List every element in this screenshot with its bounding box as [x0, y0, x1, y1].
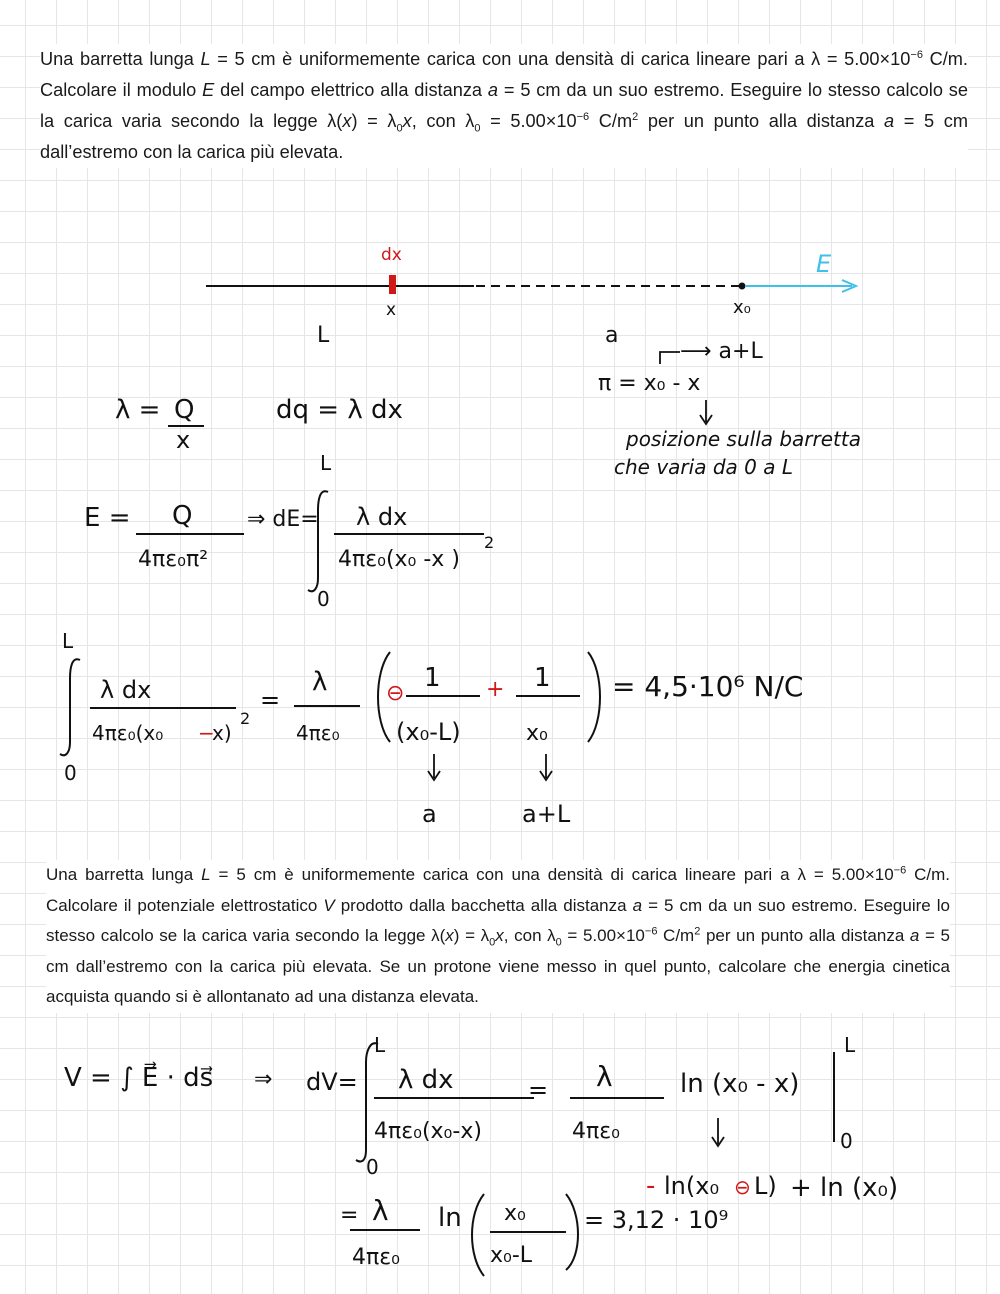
svg-text:2: 2 [240, 709, 251, 728]
note-line-2: che varia da 0 a L [614, 455, 793, 479]
E-label: E [816, 250, 832, 278]
dx-label: dx [381, 245, 402, 265]
svg-text:4πε₀: 4πε₀ [572, 1119, 620, 1144]
svg-text:dV=: dV= [306, 1068, 358, 1096]
svg-text:x₀: x₀ [504, 1201, 526, 1226]
svg-text:-: - [646, 1171, 656, 1201]
svg-text:=: = [340, 1203, 359, 1228]
field-integral [60, 629, 803, 828]
svg-text:⇒: ⇒ [254, 1067, 273, 1092]
svg-text:L: L [320, 451, 332, 475]
svg-text:1: 1 [424, 663, 441, 693]
dx-element [389, 275, 396, 294]
svg-text:L: L [374, 1033, 386, 1057]
svg-text:4πε₀: 4πε₀ [352, 1245, 400, 1270]
svg-text:Q: Q [172, 501, 193, 531]
svg-text:a+L: a+L [522, 800, 571, 828]
bar-diagram [206, 245, 856, 348]
svg-text:λ dx: λ dx [100, 676, 152, 704]
svg-text:λ dx: λ dx [356, 503, 408, 531]
svg-text:+: + [486, 677, 505, 702]
potential-result: = 3,12 · 10⁹ [584, 1206, 729, 1234]
side-notes [598, 339, 861, 479]
note-line-1: posizione sulla barretta [626, 427, 861, 451]
svg-text:V = ∫ E⃗ · ds⃗: V = ∫ E⃗ · ds⃗ [64, 1063, 214, 1093]
x0-label: x₀ [733, 297, 751, 318]
point-x0 [739, 283, 746, 290]
svg-text:⊖: ⊖ [386, 681, 405, 706]
svg-text:2: 2 [484, 533, 495, 552]
svg-text:ln (x₀ - x): ln (x₀ - x) [680, 1069, 800, 1099]
svg-text:−: − [198, 721, 215, 745]
svg-text:λ dx: λ dx [398, 1065, 454, 1095]
svg-text:λ =: λ = [115, 395, 161, 425]
svg-text:4πε₀(x₀: 4πε₀(x₀ [92, 721, 164, 745]
svg-text:E =: E = [84, 503, 131, 533]
svg-text:4πε₀: 4πε₀ [296, 721, 340, 745]
dq-equation: dq = λ dx [276, 395, 403, 425]
svg-text:0: 0 [840, 1129, 853, 1153]
svg-text:4πε₀(x₀-x): 4πε₀(x₀-x) [374, 1119, 482, 1144]
arrow-a-plus-L: ⟶ a+L [680, 339, 763, 364]
svg-text:0: 0 [64, 761, 77, 785]
svg-text:1: 1 [534, 663, 551, 693]
svg-text:(x₀-L): (x₀-L) [396, 718, 461, 746]
svg-text:ln(x₀: ln(x₀ [664, 1172, 720, 1200]
svg-text:4πε₀(x₀ -x ): 4πε₀(x₀ -x ) [338, 547, 460, 572]
field-formula [84, 451, 494, 611]
svg-text:x₀: x₀ [526, 721, 548, 746]
lambda-definition [115, 395, 403, 454]
svg-text:ln: ln [438, 1203, 462, 1233]
svg-text:λ: λ [372, 1194, 389, 1227]
svg-text:λ: λ [596, 1060, 613, 1093]
svg-text:Q: Q [174, 395, 195, 425]
svg-text:L: L [62, 629, 74, 653]
svg-text:0: 0 [366, 1155, 379, 1179]
svg-text:+ ln (x₀): + ln (x₀) [790, 1173, 899, 1203]
problem-2-text: Una barretta lunga L = 5 cm è uniformemente carica con una densità di carica lineare pari a $\lambda = 5.00\times 10^{-6}$ C/m. Calcolare il potenziale elettrostatico V prodotto dalla bacchetta alla distanza a = 5 cm da un suo estremo. Eseguire lo stesso calcolo se la carica varia secondo la legge $\lambda(x) = \lambda_0x$, con $\lambda_0 = 5.00\times 10^{-6}$ $C/m^2$ per un punto alla distanza a = 5 cm dall’estremo con la carica più elevata. Se un protone viene messo in quel punto, calcolare che energia cinetica acquista quando si è allontanato ad una distanza elevata. [46, 860, 950, 1013]
svg-text:4πε₀π²: 4πε₀π² [138, 547, 209, 572]
svg-text:x: x [176, 426, 191, 454]
svg-text:L: L [844, 1033, 856, 1057]
svg-text:=: = [260, 686, 281, 714]
L-label: L [317, 323, 330, 348]
problem-1-text: Una barretta lunga L = 5 cm è uniformemente carica con una densità di carica lineare pari a $\lambda = 5.00\times 10^{-6}$ C/m. Calcolare il modulo E del campo elettrico alla distanza a = 5 cm da un suo estremo. Eseguire lo stesso calcolo se la carica varia secondo la legge $\lambda(x) = \lambda_0x$, con $\lambda_0 = 5.00\times 10^{-6}$ $C/m^2$ per un punto alla distanza a = 5 cm dall’estremo con la carica più elevata. [40, 44, 968, 168]
x-label: x [386, 300, 397, 320]
field-result: = 4,5·10⁶ N/C [612, 670, 804, 703]
svg-text:λ: λ [312, 667, 328, 697]
svg-text:0: 0 [317, 587, 330, 611]
svg-text:x₀-L: x₀-L [490, 1243, 533, 1268]
svg-text:⊖: ⊖ [734, 1175, 751, 1199]
svg-text:⇒ dE=: ⇒ dE= [247, 507, 319, 532]
r-definition: π = x₀ - x [598, 371, 701, 396]
svg-text:x): x) [212, 721, 232, 745]
a-label: a [605, 323, 619, 348]
svg-text:a: a [422, 800, 437, 828]
svg-text:L): L) [754, 1172, 777, 1200]
svg-text:=: = [528, 1076, 549, 1104]
potential-formula [64, 1033, 898, 1276]
